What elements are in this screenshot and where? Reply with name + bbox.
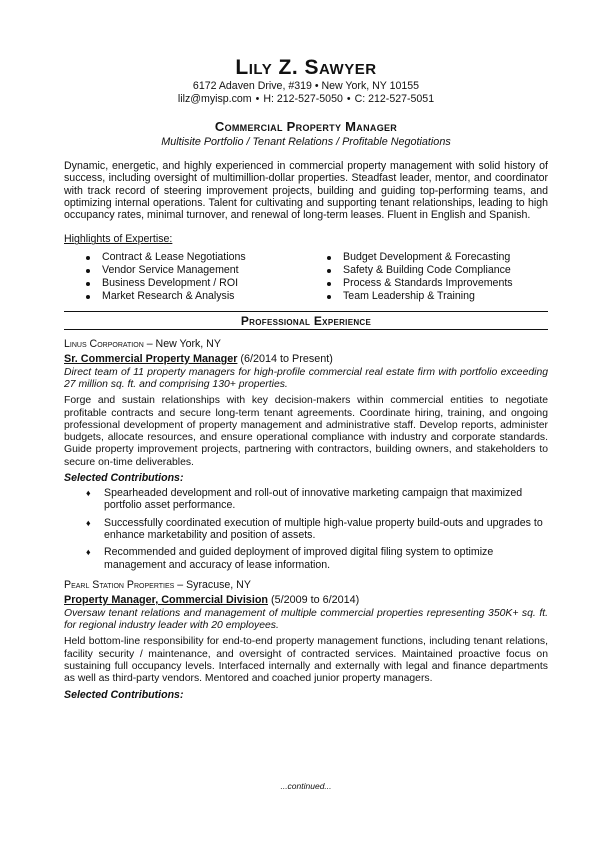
company-name: Pearl Station Properties (64, 578, 175, 591)
company-line (64, 338, 548, 351)
separator-dot-icon: • (346, 92, 351, 105)
highlight-item: Vendor Service Management (86, 264, 307, 277)
contributions-title: Selected Contributions: (64, 472, 184, 485)
diamond-bullet-icon: ♦ (86, 547, 91, 558)
company-line (64, 579, 548, 592)
experience-heading: Professional Experience (64, 311, 548, 330)
cell-phone: C: 212-527-5051 (354, 92, 435, 105)
highlight-item: Safety & Building Code Compliance (327, 264, 548, 277)
job-overview: Direct team of 11 property managers for high-profile commercial real estate firm with portfolio exceeding 27 million sq. ft. and comprising 130+ properties. (64, 366, 548, 390)
contribution-text: Recommended and guided deployment of improved digital filing system to optimize management and accuracy of lease information. (104, 546, 494, 571)
job-overview: Oversaw tenant relations and management of multiple commercial properties representing 350K+ sq. ft. for regional industry leader with 20 employees. (64, 607, 548, 632)
contact-line (64, 93, 548, 106)
company-name: Linus Corporation (64, 337, 144, 350)
contributions-title: Selected Contributions: (64, 688, 184, 701)
role-dates: (6/2014 to Present) (240, 352, 333, 365)
diamond-bullet-icon: ♦ (86, 488, 91, 499)
contribution-text: Successfully coordinated execution of multiple high-value property build-outs and upgrades to enhance marketability and position of assets. (104, 516, 543, 541)
job-description: Forge and sustain relationships with key decision-makers within commercial entities to negotiate profitable contracts and secure long-term tenant agreements. Coordinate hiring, training, and ongoing professional development of property management and administrative staff. Develop reports, administer budgets, allocate resources, and ensure operational compliance with industry and corporate standards. Guide property improvement projects, partnering with contractors, building owners, and stakeholders to secure on-time deliverables. (64, 395, 548, 468)
contribution-item (64, 517, 548, 542)
highlight-item: Business Development / ROI (86, 277, 307, 290)
email: lilz@myisp.com (177, 92, 252, 105)
highlight-item: Budget Development & Forecasting (327, 251, 548, 264)
diamond-bullet-icon: ♦ (86, 517, 91, 528)
company-location: – New York, NY (146, 337, 221, 350)
role-dates: (5/2009 to 6/2014) (271, 593, 360, 606)
role-line (64, 353, 548, 366)
contributions-list (64, 487, 548, 571)
company-location: – Syracuse, NY (177, 578, 251, 591)
headline-subtitle: Multisite Portfolio / Tenant Relations / Profitable Negotiations (161, 136, 451, 148)
candidate-name: Lily Z. Sawyer (235, 56, 377, 79)
highlight-item: Process & Standards Improvements (327, 277, 548, 290)
role-line (64, 594, 548, 607)
highlights-title: Highlights of Expertise: (64, 233, 173, 246)
role-title: Property Manager, Commercial Division (64, 593, 269, 606)
continued-footer: ...continued... (280, 781, 332, 791)
highlight-item: Contract & Lease Negotiations (86, 251, 307, 264)
highlight-item: Team Leadership & Training (327, 290, 548, 303)
contribution-item (64, 546, 548, 571)
highlights-list (64, 251, 548, 302)
summary-paragraph: Dynamic, energetic, and highly experienced in commercial property management with solid history of success, including oversight of multimillion-dollar properties. Steadfast leader, mentor, and coordinator with track record of steering improvement projects, building and guiding top-performing teams, and optimizing internal operations. Talent for cultivating and supporting tenant relationships, leading to high occupancy rates, minimal turnover, and renewal of long-term leases. Fluent in English and Spanish. (64, 160, 548, 222)
separator-dot-icon: • (255, 92, 260, 105)
contribution-item (64, 487, 548, 512)
contribution-text: Spearheaded development and roll-out of innovative marketing campaign that maximized portfolio asset performance. (104, 487, 523, 512)
address-line: 6172 Adaven Drive, #319 • New York, NY 10155 (192, 80, 420, 92)
resume-page (0, 56, 612, 848)
home-phone: H: 212-527-5050 (263, 92, 343, 105)
highlight-item: Market Research & Analysis (86, 290, 307, 303)
role-title: Sr. Commercial Property Manager (64, 352, 238, 365)
job-description: Held bottom-line responsibility for end-to-end property management functions, including tenant relations, facility security / maintenance, and oversight of contracted services. Maintained proactive focus on sustaining full occupancy levels. Interfaced internally and externally with legal and finance departments as well as third-party vendors. Mentored and coached junior property managers. (64, 636, 548, 685)
headline-title: Commercial Property Manager (214, 119, 398, 134)
